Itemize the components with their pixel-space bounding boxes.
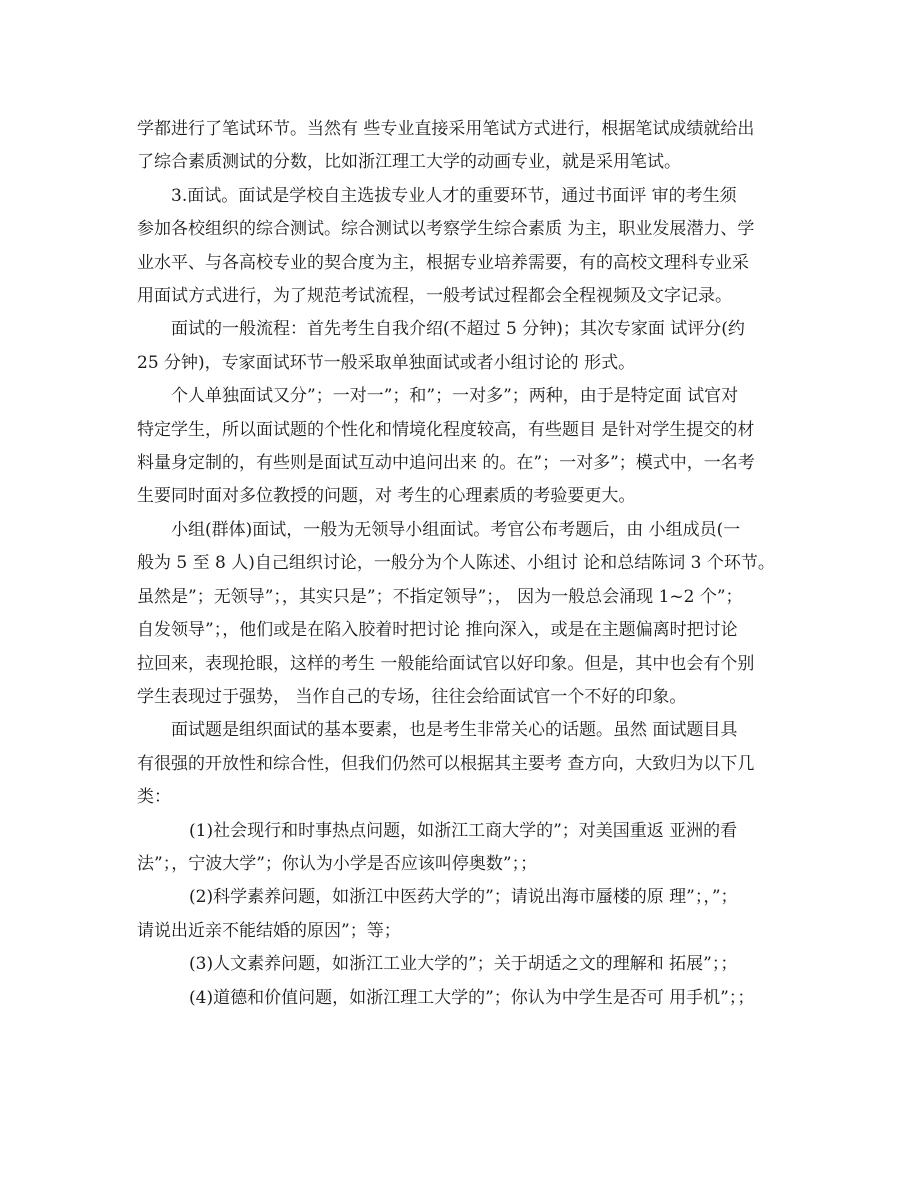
- text-line: 特定学生，所以面试题的个性化和情境化程度较高，有些题目 是针对学生提交的材: [137, 419, 755, 440]
- text-line: 请说出近亲不能结婚的原因”；等；: [137, 920, 401, 941]
- text-line: 学生表现过于强势， 当作自己的专场，往往会给面试官一个不好的印象。: [137, 686, 687, 707]
- text-line: 拉回来，表现抢眼，这样的考生 一般能给面试官以好印象。但是，其中也会有个别: [137, 653, 755, 674]
- text-line: 自发领导”；，他们或是在陷入胶着时把讨论 推向深入，或是在主题偏离时把讨论: [137, 620, 738, 641]
- list-item: (4)道德和价值问题，如浙江理工大学的”；你认为中学生是否可 用手机”；；: [189, 987, 755, 1008]
- text-line: 生要同时面对多位教授的问题，对 考生的心理素质的考验要更大。: [137, 486, 636, 507]
- text-line: 法”；，宁波大学”；你认为小学是否应该叫停奥数”；；: [137, 853, 538, 874]
- list-item: (1)社会现行和时事热点问题，如浙江工商大学的”；对美国重返 亚洲的看: [189, 820, 738, 841]
- text-line: 3.面试。面试是学校自主选拔专业人才的重要环节，通过书面评 审的考生须: [171, 185, 737, 206]
- text-line: 个人单独面试又分”；一对一”；和”；一对多”；两种，由于是特定面 试官对: [171, 386, 739, 407]
- text-line: 料量身定制的，有些则是面试互动中追问出来 的。在”；一对多”；模式中，一名考: [137, 453, 755, 474]
- text-line: 有很强的开放性和综合性，但我们仍然可以根据其主要考 查方向，大致归为以下几: [137, 753, 755, 774]
- text-line: 面试的一般流程：首先考生自我介绍(不超过 5 分钟)；其次专家面 试评分(约: [171, 319, 745, 340]
- text-line: 参加各校组织的综合测试。综合测试以考察学生综合素质 为主，职业发展潜力、学: [137, 219, 755, 240]
- text-line: 虽然是”；无领导”；，其实只是”；不指定领导”；， 因为一般总会涌现 1~2 个”；: [137, 586, 743, 607]
- text-line: 业水平、与各高校专业的契合度为主，根据专业培养需要，有的高校文理科专业采: [137, 252, 749, 273]
- text-line: 面试题是组织面试的基本要素，也是考生非常关心的话题。虽然 面试题目具: [171, 720, 738, 741]
- text-line: 般为 5 至 8 人)自己组织讨论，一般分为个人陈述、小组讨 论和总结陈词 3 个环节。: [137, 553, 775, 574]
- list-item: (2)科学素养问题，如浙江中医药大学的”；请说出海市蜃楼的原 理”；，”；: [189, 887, 738, 908]
- list-item: (3)人文素养问题，如浙江工业大学的”；关于胡适之文的理解和 拓展”；；: [189, 954, 738, 975]
- document-body: [137, 113, 791, 1015]
- text-line: 了综合素质测试的分数，比如浙江理工大学的动画专业，就是采用笔试。: [137, 152, 681, 173]
- text-line: 小组(群体)面试，一般为无领导小组面试。考官公布考题后，由 小组成员(一: [171, 519, 741, 540]
- text-line: 25 分钟)，专家面试环节一般采取单独面试或者小组讨论的 形式。: [137, 352, 636, 373]
- text-line: 类：: [137, 787, 171, 808]
- text-line: 学都进行了笔试环节。当然有 些专业直接采用笔试方式进行，根据笔试成绩就给出: [137, 119, 755, 139]
- text-line: 用面试方式进行，为了规范考试流程，一般考试过程都会全程视频及文字记录。: [137, 286, 732, 307]
